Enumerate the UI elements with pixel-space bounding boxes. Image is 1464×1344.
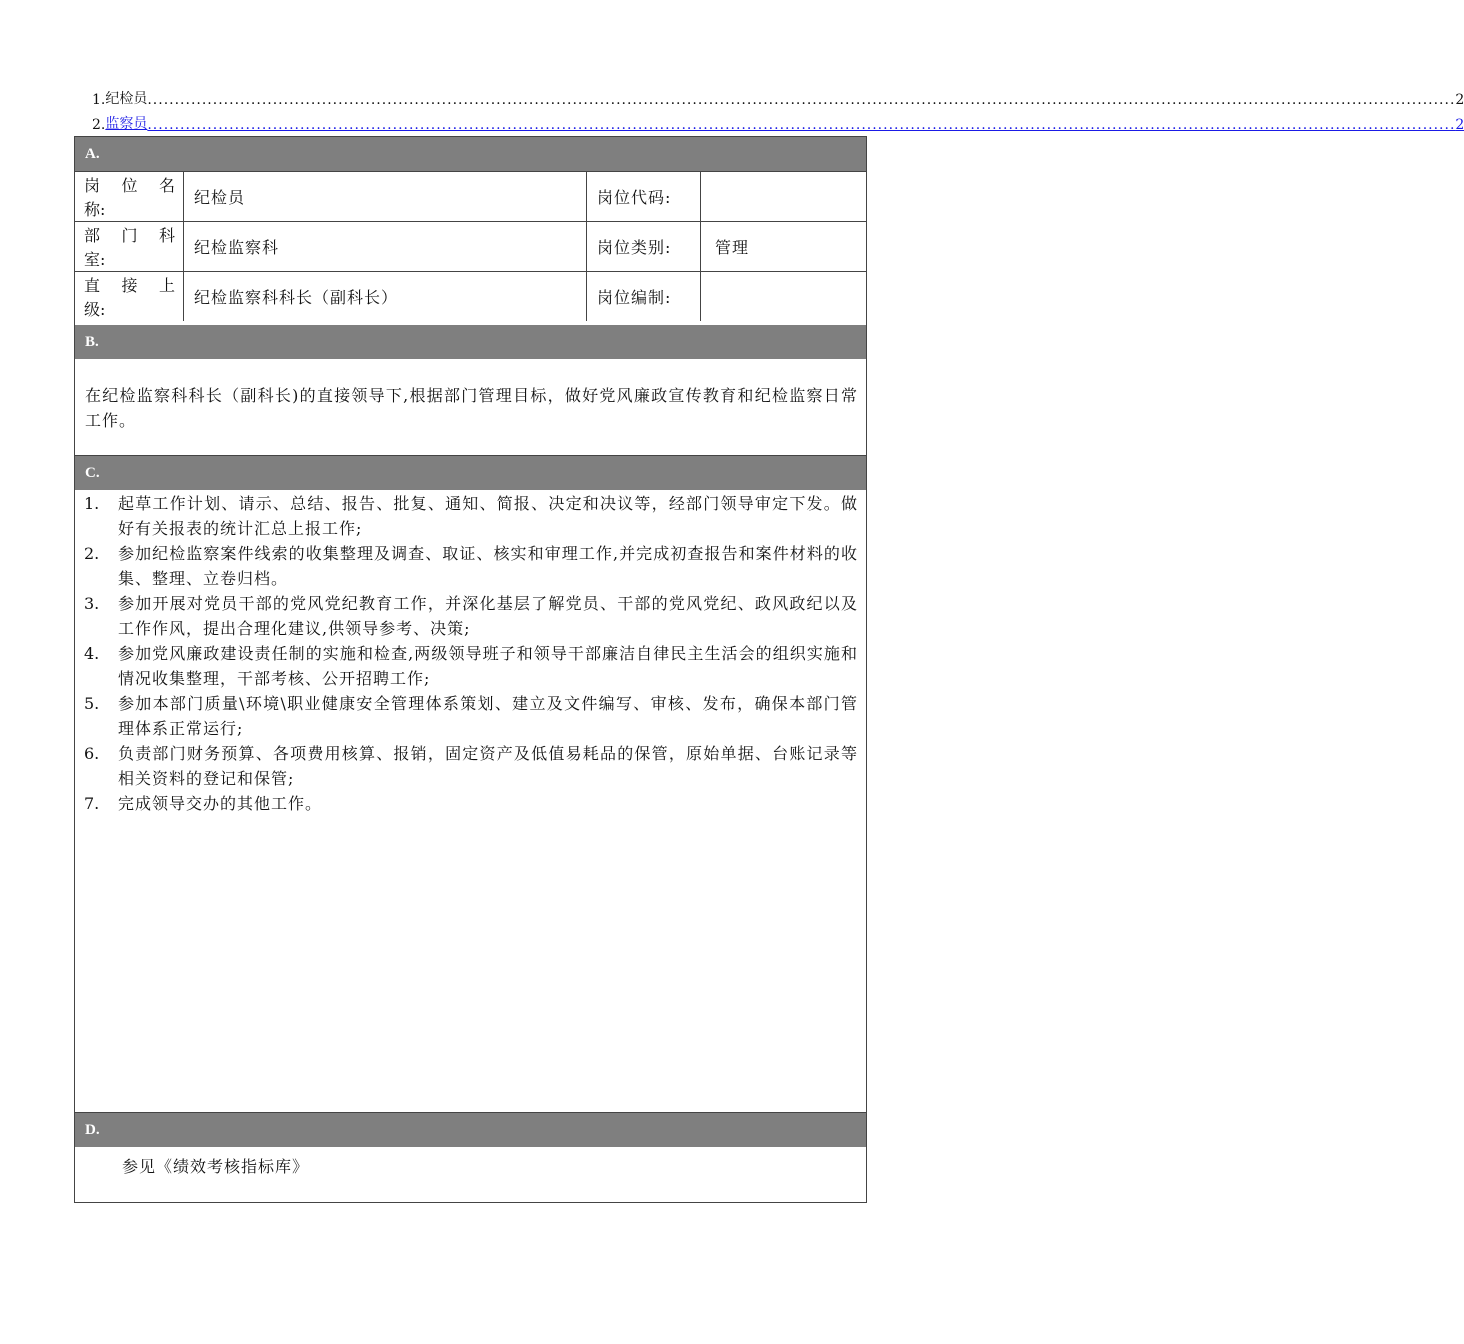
performance-reference: 参见《绩效考核指标库》 <box>122 1157 310 1176</box>
toc-leader-dots: ................................................................................................................................................................................................................................................ <box>147 92 1456 108</box>
toc-entry-number: 2. <box>92 117 106 133</box>
section-d-header: D. <box>75 1113 866 1147</box>
section-a-header: A. <box>75 137 866 171</box>
toc-entry-page: 2 <box>1455 92 1464 108</box>
info-row-title <box>75 171 866 221</box>
toc-entry-2[interactable] <box>92 113 1464 133</box>
duties-list <box>84 491 858 816</box>
list-item: 2. 参加纪检监察案件线索的收集整理及调查、取证、核实和审理工作,并完成初查报告和案件材料的收集、整理、立卷归档。 <box>84 544 858 588</box>
list-item: 3. 参加开展对党员干部的党风党纪教育工作，并深化基层了解党员、干部的党风党纪、政风政纪以及工作作风，提出合理化建议,供领导参考、决策; <box>84 594 858 638</box>
value-position-name: 纪检员 <box>184 172 587 221</box>
value-position-code <box>701 172 866 221</box>
info-row-department <box>75 221 866 271</box>
value-position-category: 管理 <box>715 238 750 257</box>
toc-leader-dots: ................................................................................................................................................................................................................................................ <box>147 117 1456 133</box>
label-position-code: 岗位代码: <box>587 172 701 221</box>
toc-entry-title: 纪检员 <box>105 91 148 107</box>
position-summary: 在纪检监察科科长（副科长)的直接领导下,根据部门管理目标，做好党风廉政宣传教育和纪检监察日常工作。 <box>85 386 858 430</box>
toc-entry-page[interactable]: 2 <box>1455 117 1464 133</box>
label-department: 部 门 科 室: <box>75 222 184 271</box>
label-position-category: 岗位类别: <box>587 222 701 271</box>
section-b-header: B. <box>75 325 866 359</box>
label-headcount: 岗位编制: <box>587 272 701 321</box>
value-headcount <box>701 272 866 321</box>
list-item: 4. 参加党风廉政建设责任制的实施和检查,两级领导班子和领导干部廉洁自律民主生活会的组织实施和情况收集整理，干部考核、公开招聘工作; <box>84 644 858 688</box>
section-c-header: C. <box>75 456 866 490</box>
value-department: 纪检监察科 <box>184 222 587 271</box>
label-supervisor: 直 接 上 级: <box>75 272 184 321</box>
info-row-supervisor <box>75 271 866 321</box>
value-supervisor: 纪检监察科科长（副科长） <box>184 272 587 321</box>
list-item: 6. 负责部门财务预算、各项费用核算、报销，固定资产及低值易耗品的保管，原始单据、台账记录等相关资料的登记和保管; <box>84 744 858 788</box>
toc-entry-1[interactable] <box>92 88 1464 108</box>
list-item: 1. 起草工作计划、请示、总结、报告、批复、通知、简报、决定和决议等，经部门领导审定下发。做好有关报表的统计汇总上报工作; <box>84 494 858 538</box>
toc-entry-number: 1. <box>92 92 106 108</box>
label-position-name: 岗 位 名 称: <box>75 172 184 221</box>
job-description-form <box>74 136 867 1203</box>
list-item: 5. 参加本部门质量\环境\职业健康安全管理体系策划、建立及文件编写、审核、发布，确保本部门管理体系正常运行; <box>84 694 858 738</box>
toc-entry-link[interactable]: 监察员 <box>105 116 148 132</box>
list-item: 7. 完成领导交办的其他工作。 <box>84 794 323 813</box>
